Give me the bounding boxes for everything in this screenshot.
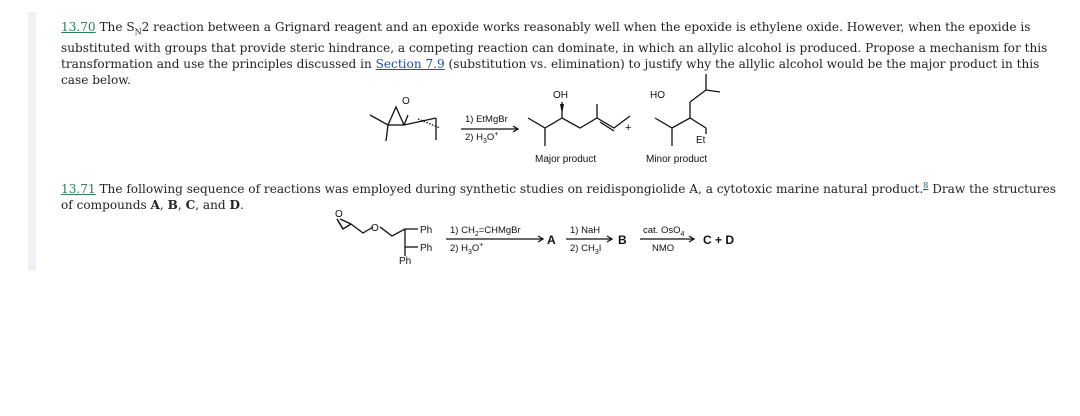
products-c-d-label: C + D: [703, 233, 735, 247]
svg-text:Ph: Ph: [399, 256, 412, 267]
svg-text:cat. OsO4: cat. OsO$_4$: [643, 225, 685, 238]
svg-text:NMO: NMO: [652, 243, 675, 254]
section-link[interactable]: Section 7.9: [375, 57, 445, 72]
problem-number-link[interactable]: 13.70: [61, 20, 96, 34]
svg-text:1) CH2=CHMgBr: 1) $CH_2=CHMgBr$: [450, 225, 521, 238]
problem-13-71-text: 13.71 The following sequence of reactions was employed during synthetic studies on reidispongiolide A, a cytotoxic marine natural product.$^8$ Draw the structures of compounds A, B, C, and D.: [61, 181, 1056, 213]
svg-text:Ph: Ph: [420, 243, 433, 254]
svg-text:1) NaH: 1) NaH: [570, 225, 601, 236]
oh-label: OH: [553, 90, 568, 101]
svg-text:1) EtMgBr: 1) EtMgBr: [465, 114, 508, 125]
epoxide-oxygen: O: [335, 209, 343, 220]
et-label: Et: [696, 135, 706, 146]
ether-oxygen: O: [371, 223, 379, 234]
svg-text:2) CH3I: 2) $CH_3I$: [570, 243, 602, 256]
major-product-label: Major product: [535, 154, 597, 165]
minor-product-label: Minor product: [646, 154, 708, 165]
ho-label: HO: [650, 90, 665, 101]
plus-sign: +: [625, 122, 632, 134]
svg-text:2) H3O+: 2) $H_3O^+$: [465, 131, 499, 145]
problem-13-70-text: 13.70 The $S_N2$ reaction between a Grignard reagent and an epoxide works reasonably well when the epoxide is ethylene oxide. However, when the epoxide is substituted with groups that provide steric hindrance, a competing reaction can dominate, in which an allylic alcohol is produced. Propose a mechanism for this transformation and use the principles discussed in Section 7.9 (substitution vs. elimination) to justify why the allylic alcohol would be the major product in this case below.: [61, 20, 1048, 88]
footnote-link[interactable]: 8: [923, 181, 929, 190]
problem-number-link[interactable]: 13.71: [61, 182, 96, 197]
compound-a-label: A: [547, 233, 556, 247]
svg-text:2) H3O+: 2) $H_3O^+$: [450, 242, 484, 256]
compound-b-label: B: [618, 233, 627, 247]
oxygen-label: O: [402, 96, 410, 107]
svg-text:Ph: Ph: [420, 225, 433, 236]
